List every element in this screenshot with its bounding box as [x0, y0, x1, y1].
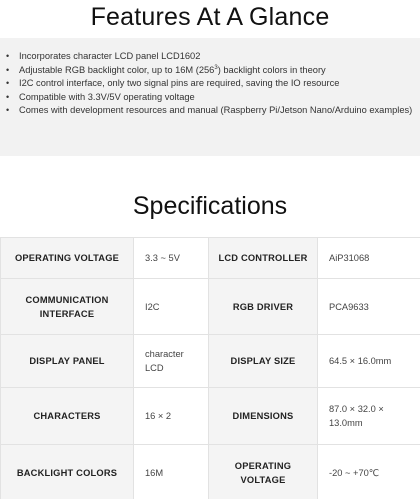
spec-label: DISPLAY SIZE	[209, 335, 318, 388]
spec-value: 16 × 2	[134, 388, 209, 445]
spec-label: OPERATING VOLTAGE	[209, 445, 318, 499]
spec-label: LCD CONTROLLER	[209, 238, 318, 279]
spec-label: COMMUNICATION INTERFACE	[1, 279, 134, 335]
spec-value: 64.5 × 16.0mm	[318, 335, 420, 388]
spec-label: DIMENSIONS	[209, 388, 318, 445]
table-row	[1, 388, 420, 445]
spec-label: RGB DRIVER	[209, 279, 318, 335]
spec-value: PCA9633	[318, 279, 420, 335]
spec-label: OPERATING VOLTAGE	[1, 238, 134, 279]
features-panel	[0, 38, 420, 156]
feature-item: • Comes with development resources and manual (Raspberry Pi/Jetson Nano/Arduino examples)	[14, 104, 414, 118]
feature-item: • I2C control interface, only two signal pins are required, saving the IO resource	[14, 77, 414, 91]
spec-value: AiP31068	[318, 238, 420, 279]
spec-label: BACKLIGHT COLORS	[1, 445, 134, 499]
table-row	[1, 445, 420, 499]
table-row	[1, 335, 420, 388]
table-row	[1, 279, 420, 335]
specifications-header	[0, 156, 420, 237]
feature-item: • Compatible with 3.3V/5V operating voltage	[14, 91, 414, 105]
feature-item: • Adjustable RGB backlight color, up to 16M $(256^3)$ backlight colors in theory	[14, 64, 414, 78]
specifications-heading: Specifications	[132, 192, 288, 220]
spec-value: -20 ~ +70℃	[318, 445, 420, 499]
table-row	[1, 238, 420, 279]
spec-value: I2C	[134, 279, 209, 335]
specifications-table	[0, 237, 420, 499]
spec-label: CHARACTERS	[1, 388, 134, 445]
features-heading: Features At A Glance	[90, 3, 330, 31]
superscript: 3	[214, 64, 218, 71]
spec-value: 16M	[134, 445, 209, 499]
features-list	[14, 50, 414, 118]
spec-value: character LCD	[134, 335, 209, 388]
spec-value: 3.3 ~ 5V	[134, 238, 209, 279]
spec-label: DISPLAY PANEL	[1, 335, 134, 388]
feature-item: • Incorporates character LCD panel LCD1602	[14, 50, 414, 64]
spec-value: 87.0 × 32.0 × 13.0mm	[318, 388, 420, 445]
